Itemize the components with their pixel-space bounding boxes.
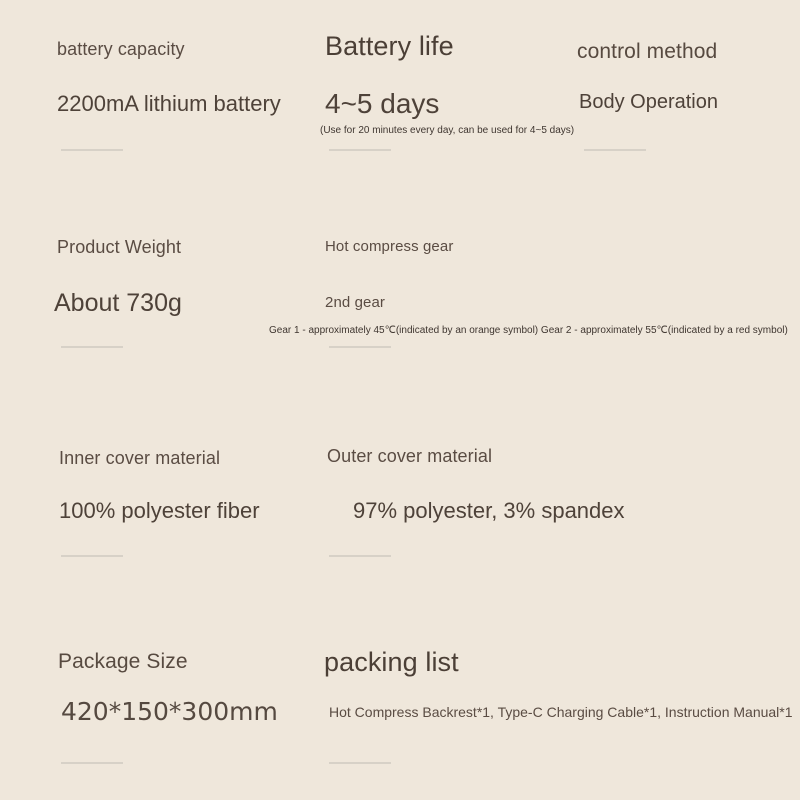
divider-line	[329, 346, 391, 348]
control-method-label: control method	[577, 40, 718, 63]
inner-cover-material-label: Inner cover material	[59, 448, 221, 468]
packing-list-value: Hot Compress Backrest*1, Type-C Charging Cable*1, Instruction Manual*1	[329, 704, 793, 720]
package-size-label: Package Size	[58, 650, 188, 673]
package-size-value: 420*150*300mm	[61, 697, 278, 726]
divider-line	[61, 762, 123, 764]
product-weight-value: About 730g	[54, 289, 182, 317]
hot-compress-gear-value: 2nd gear	[325, 294, 386, 311]
outer-cover-material-label: Outer cover material	[327, 446, 493, 466]
product-weight-label: Product Weight	[57, 237, 182, 257]
divider-line	[61, 149, 123, 151]
packing-list-label: packing list	[324, 647, 459, 677]
hot-compress-gear-label: Hot compress gear	[325, 238, 454, 255]
battery-capacity-label: battery capacity	[57, 39, 185, 59]
divider-line	[61, 346, 123, 348]
divider-line	[329, 762, 391, 764]
gear-temperature-note: Gear 1 - approximately 45℃(indicated by an orange symbol) Gear 2 - approximately 55℃(indicated by a red symbol)	[269, 325, 788, 336]
divider-line	[61, 555, 123, 557]
inner-cover-material-value: 100% polyester fiber	[59, 498, 260, 523]
battery-life-note: (Use for 20 minutes every day, can be used for 4~5 days)	[320, 125, 575, 136]
divider-line	[329, 555, 391, 557]
battery-life-value: 4~5 days	[325, 88, 440, 119]
battery-life-label: Battery life	[325, 31, 454, 61]
outer-cover-material-value: 97% polyester, 3% spandex	[353, 498, 625, 523]
control-method-value: Body Operation	[579, 91, 718, 113]
divider-line	[329, 149, 391, 151]
divider-line	[584, 149, 646, 151]
battery-capacity-value: 2200mA lithium battery	[57, 91, 281, 116]
